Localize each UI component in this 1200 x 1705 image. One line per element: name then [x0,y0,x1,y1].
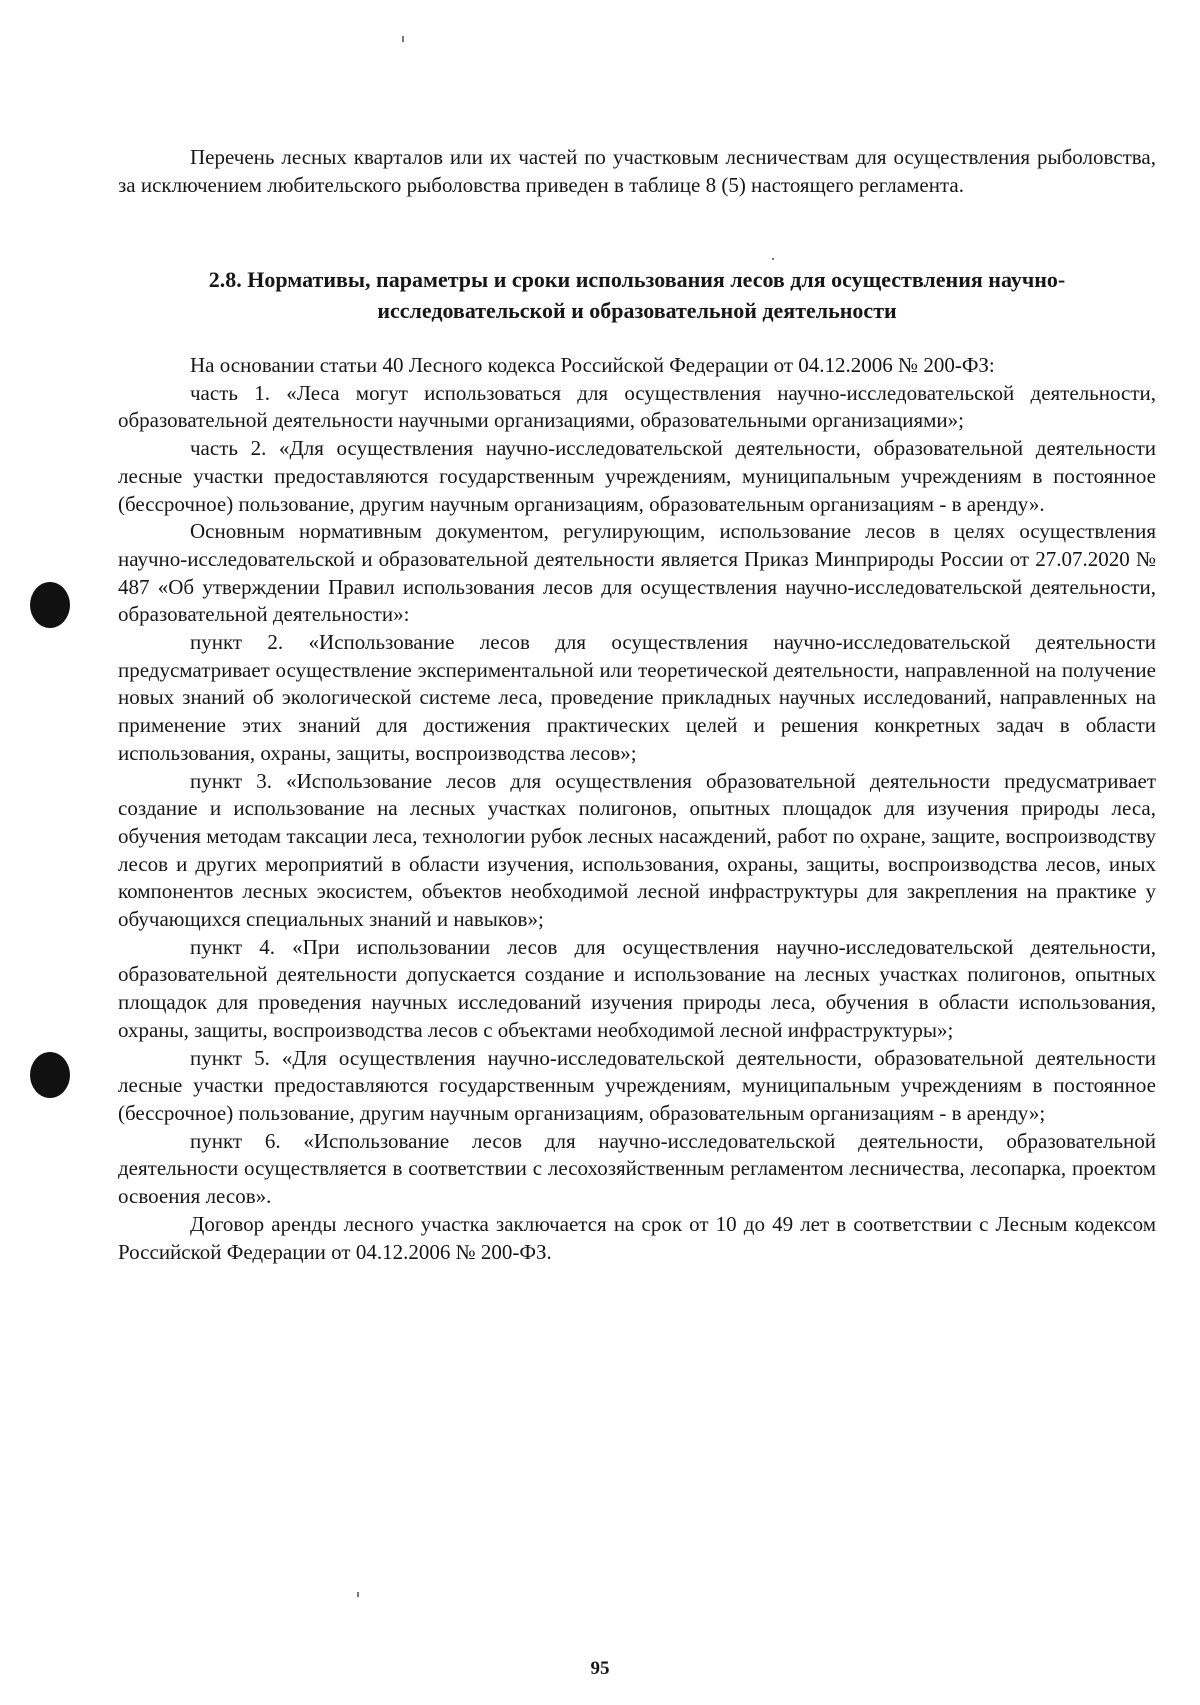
paragraph-basis: На основании статьи 40 Лесного кодекса Российской Федерации от 04.12.2006 № 200-ФЗ: [190,353,995,377]
punch-hole [30,1052,70,1098]
paragraph-item-2: пункт 2. «Использование лесов для осуществления научно-исследовательской деятельности предусматривает осуществление экспериментальной или теоретической деятельности, направленной на получение новых знаний об экологической системе леса, проведение прикладных научных исследований, направленных на применение этих знаний для достижения практических целей и решения конкретных задач в области использования, охраны, защиты, воспроизводства лесов»; [118,630,1156,765]
scan-speck [772,258,774,260]
scan-speck [402,36,404,42]
paragraph-item-3: пункт 3. «Использование лесов для осуществления образовательной деятельности предусматривает создание и использование на лесных участках полигонов, опытных площадок для изучения природы леса, обучения методам таксации леса, технологии рубок лесных насаждений, работ по охране, защите, воспроизводству лесов и других мероприятий в области изучения, использования, охраны, защиты, воспроизводства лесов, иных компонентов лесных экосистем, объектов необходимой лесной инфраструктуры для закрепления на практике у обучающихся специальных знаний и навыков»; [118,768,1156,932]
scan-speck [357,1592,359,1597]
paragraph-part-2: часть 2. «Для осуществления научно-исследовательской деятельности, образовательной деятельности лесные участки предоставляются государственным учреждениям, муниципальным учреждениям в постоянное (бессрочное) пользование, другим научным организациям, образовательным организациям - в аренду». [118,436,1156,516]
punch-hole [30,582,70,628]
paragraph-item-4: пункт 4. «При использовании лесов для осуществления научно-исследовательской деятельности, образовательной деятельности допускается создание и использование на лесных участках полигонов, опытных площадок для проведения научных исследований изучения природы леса, обучения в области использования, охраны, защиты, воспроизводства лесов с объектами необходимой лесной инфраструктуры»; [118,934,1156,1042]
section-heading: 2.8. Нормативы, параметры и сроки использования лесов для осуществления научно-исследовательской и образовательной деятельности [208,267,1066,323]
paragraph-item-6: пункт 6. «Использование лесов для научно-исследовательской деятельности, образовательной деятельности осуществляется в соответствии с лесохозяйственным регламентом лесничества, лесопарка, проектом освоения лесов». [118,1128,1156,1209]
paragraph-main-document: Основным нормативным документом, регулирующим, использование лесов в целях осуществления научно-исследовательской и образовательной деятельности является Приказ Минприроды России от 27.07.2020 № 487 «Об утверждении Правил использования лесов для осуществления научно-исследовательской деятельности, образовательной деятельности»: [118,519,1156,627]
body-text [118,352,1156,1266]
page-number: 95 [590,1658,610,1679]
paragraph-item-5: пункт 5. «Для осуществления научно-исследовательской деятельности, образовательной деятельности лесные участки предоставляются государственным учреждениям, муниципальным учреждениям в постоянное (бессрочное) пользование, другим научным организациям, образовательным организациям - в аренду»; [118,1045,1156,1125]
intro-paragraph: Перечень лесных кварталов или их частей по участковым лесничествам для осуществления рыболовства, за исключением любительского рыболовства приведен в таблице 8 (5) настоящего регламента. [118,145,1156,197]
intro-paragraph-block [118,143,1156,199]
paragraph-part-1: часть 1. «Леса могут использоваться для осуществления научно-исследовательской деятельности, образовательной деятельности научными организациями, образовательными организациями»; [118,380,1156,433]
paragraph-lease-term: Договор аренды лесного участка заключается на срок от 10 до 49 лет в соответствии с Лесным кодексом Российской Федерации от 04.12.2006 № 200-ФЗ. [118,1211,1156,1264]
